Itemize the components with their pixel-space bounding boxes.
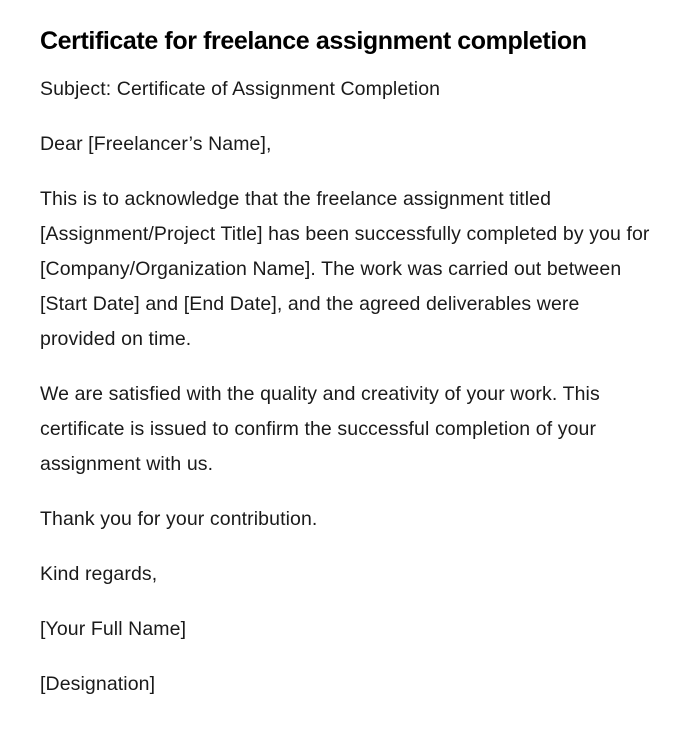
document-title: Certificate for freelance assignment completion <box>40 27 587 55</box>
salutation: Dear [Freelancer’s Name], <box>40 133 272 155</box>
certificate-document <box>40 24 660 722</box>
body-paragraph-thanks: Thank you for your contribution. <box>40 508 318 530</box>
subject-line: Subject: Certificate of Assignment Completion <box>40 78 441 100</box>
body-paragraph-satisfaction: We are satisfied with the quality and creativity of your work. This certificate is issued to confirm the successful completion of your assignment with us. <box>40 383 600 475</box>
closing: Kind regards, <box>40 563 158 585</box>
signature-designation: [Designation] <box>40 673 156 695</box>
body-paragraph-acknowledgement: This is to acknowledge that the freelance assignment titled [Assignment/Project Title] has been successfully completed by you for [Company/Organization Name]. The work was carried out between [Start Date] and [End Date], and the agreed deliverables were provided on time. <box>40 188 650 350</box>
signature-name: [Your Full Name] <box>40 618 187 640</box>
